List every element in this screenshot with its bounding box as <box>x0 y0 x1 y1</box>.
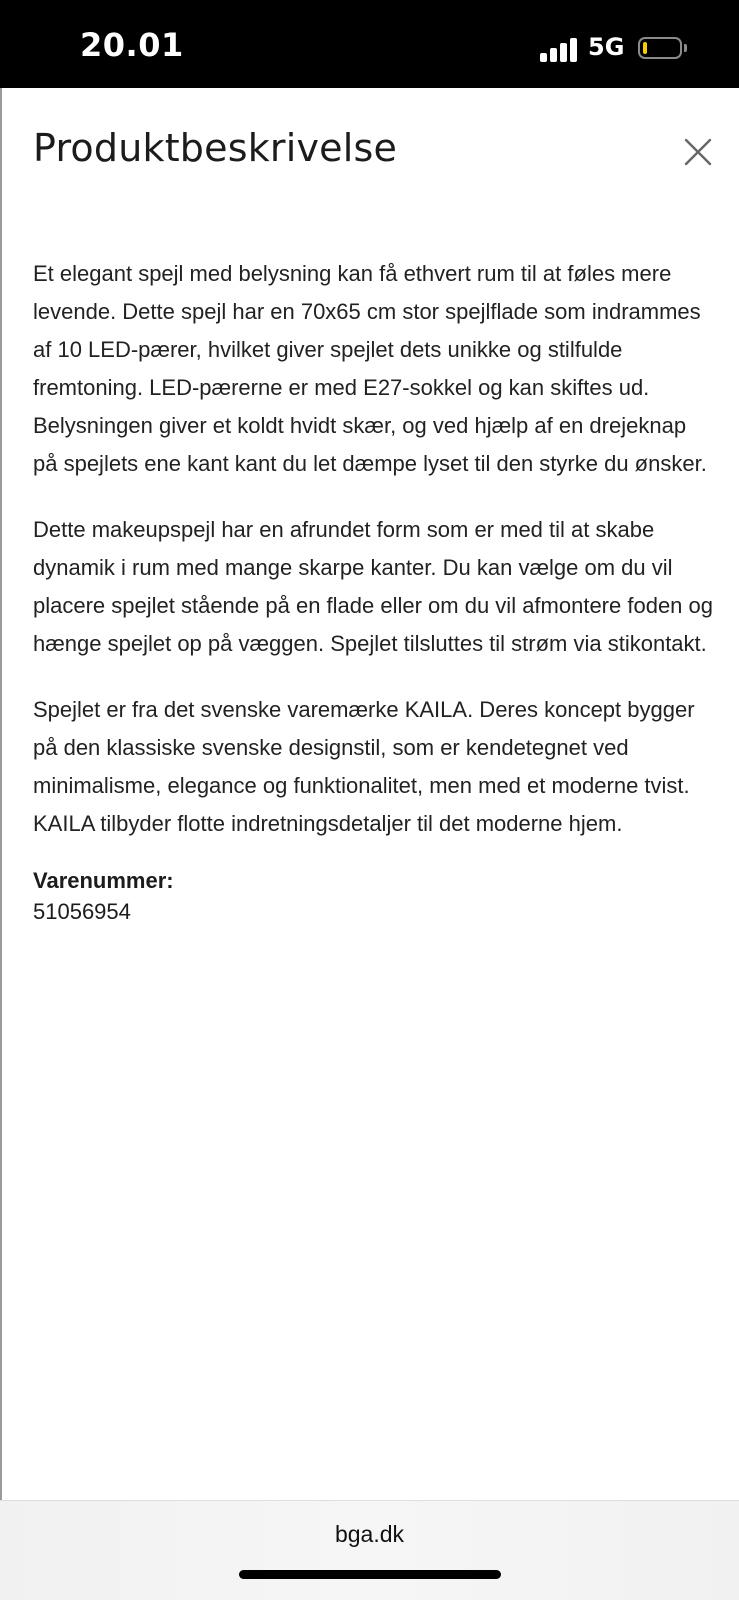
description-content <box>33 255 713 927</box>
description-paragraph: Dette makeupspejl har en afrundet form som er med til at skabe dynamik i rum med mange skarpe kanter. Du kan vælge om du vil placere spejlet stående på en flade eller om du vil afmontere foden og hænge spejlet op på væggen. Spejlet tilsluttes til strøm via stikontakt. <box>33 517 713 656</box>
sku-value: 51056954 <box>33 899 131 924</box>
home-indicator[interactable] <box>239 1570 501 1579</box>
battery-low-icon <box>638 37 682 59</box>
network-type: 5G <box>588 33 625 61</box>
description-paragraph: Et elegant spejl med belysning kan få ethvert rum til at føles mere levende. Dette spejl har en 70x65 cm stor spejlflade som indrammes af 10 LED-pærer, hvilket giver spejlet dets unikke og stilfulde fremtoning. LED-pærerne er med E27-sokkel og kan skiftes ud. Belysningen giver et koldt hvidt skær, og ved hjælp af en drejeknap på spejlets ene kant kant du let dæmpe lyset til den styrke du ønsker. <box>33 261 707 476</box>
sheet-title: Produktbeskrivelse <box>33 126 398 170</box>
battery-level <box>643 42 647 54</box>
close-icon <box>680 134 716 170</box>
status-time: 20.01 <box>80 26 184 64</box>
battery-tip <box>684 44 687 52</box>
product-description-sheet <box>0 88 739 1500</box>
close-button[interactable] <box>680 134 716 170</box>
status-bar <box>0 0 739 88</box>
description-paragraph: Spejlet er fra det svenske varemærke KAILA. Deres koncept bygger på den klassiske svenske designstil, som er kendetegnet ved minimalisme, elegance og funktionalitet, men med et moderne tvist. KAILA tilbyder flotte indretningsdetaljer til det moderne hjem. <box>33 697 695 836</box>
sku-label: Varenummer: <box>33 868 174 893</box>
browser-bottom-bar <box>0 1500 739 1600</box>
address-bar-url[interactable]: bga.dk <box>334 1521 405 1547</box>
cellular-signal-icon <box>540 38 578 62</box>
